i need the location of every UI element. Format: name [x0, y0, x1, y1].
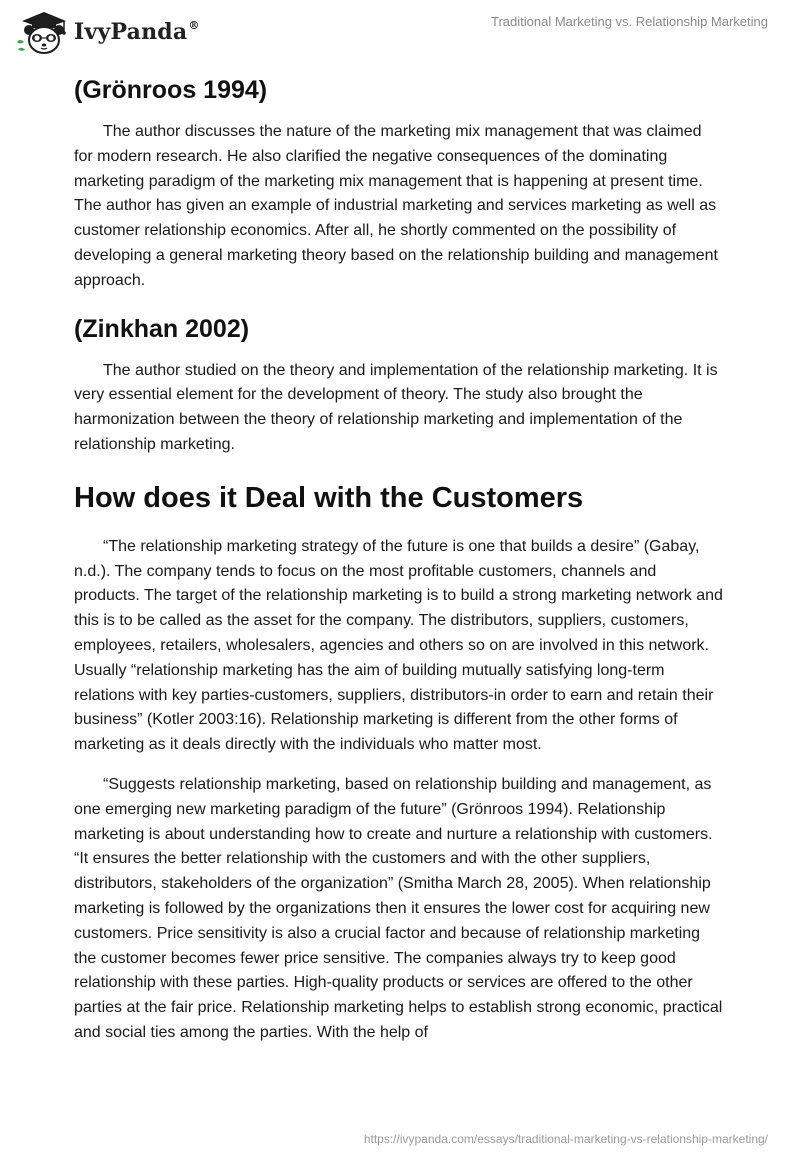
paragraph-gronroos-summary: The author discusses the nature of the marketing mix management that was claimed for modern research. He also clarified the negative consequences of the dominating marketing paradigm of the marketing mix management that is happening at present time. The author has given an example of industrial marketing and services marketing as well as customer relationship economics. After all, he shortly commented on the possibility of developing a general marketing theory based on the relationship building and management approach.: [74, 123, 718, 289]
panda-mascot-icon: [14, 8, 72, 56]
registered-mark: ®: [188, 19, 200, 32]
ivypanda-logo[interactable]: [14, 8, 214, 56]
heading-gronroos: (Grönroos 1994): [74, 76, 268, 104]
document-title: Traditional Marketing vs. Relationship Marketing: [491, 14, 768, 29]
paragraph-zinkhan-summary: The author studied on the theory and implementation of the relationship marketing. It is very essential element for the development of theory. The study also brought the harmonization between the theory of relationship marketing and implementation of the relationship marketing.: [74, 361, 718, 453]
heading-zinkhan: (Zinkhan 2002): [74, 314, 250, 343]
brand-name: IvyPanda®: [74, 19, 200, 45]
source-url[interactable]: https://ivypanda.com/essays/traditional-marketing-vs-relationship-marketing/: [363, 1132, 768, 1146]
paragraph-customers-2: “Suggests relationship marketing, based on relationship building and management, as one emerging new marketing paradigm of the future” (Grönroos 1994). Relationship marketing is about understanding how to create and nurture a relationship with customers. “It ensures the better relationship with the customers and with the other suppliers, distributors, stakeholders of the organization” (Smitha March 28, 2005). When relationship marketing is followed by the organizations then it ensures the lower cost for acquiring new customers. Price sensitivity is also a crucial factor and because of relationship marketing the customer becomes fewer price sensitive. The companies always try to keep good relationship with these parties. High-quality products or services are offered to the other parties at the fair price. Relationship marketing helps to establish strong economic, practical and social ties among the parties. With the help of: [74, 775, 723, 1041]
section-title-customers: How does it Deal with the Customers: [74, 481, 584, 514]
page-header: [0, 0, 800, 70]
paragraph-customers-1: “The relationship marketing strategy of the future is one that builds a desire” (Gabay, n.d.). The company tends to focus on the most profitable customers, channels and products. The target of the relationship marketing is to build a strong marketing network and this is to be called as the asset for the company. The distributors, suppliers, customers, employees, retailers, wholesalers, agencies and others so on are involved in this network. Usually “relationship marketing has the aim of building mutually satisfying long-term relations with key parties-customers, suppliers, distributors-in order to earn and retain their business” (Kotler 2003:16). Relationship marketing is different from the other forms of marketing as it deals directly with the individuals who matter most.: [74, 537, 723, 754]
essay-content: [74, 72, 724, 1046]
